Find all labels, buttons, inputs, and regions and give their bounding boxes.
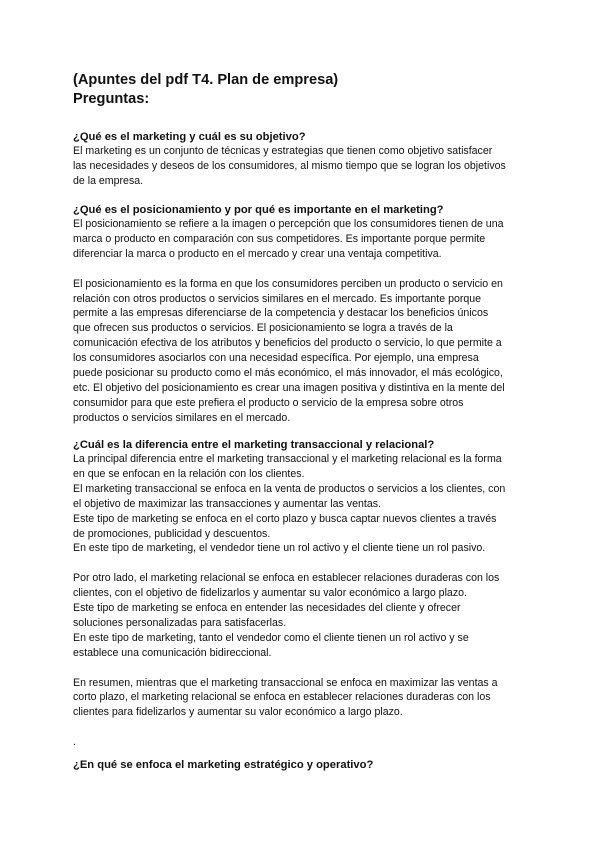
text-line: puede posicionar su producto como el más económico, el más innovador, el más ecológico,: [73, 367, 503, 380]
text-line: los consumidores asociarlos con una necesidad específica. Por ejemplo, una empresa: [73, 352, 479, 365]
section-posicionamiento: [73, 203, 533, 426]
section-marketing-objetivo: [73, 130, 533, 189]
text-line: consumidor para que este prefiera el producto o servicio de la empresa sobre otros: [73, 396, 464, 409]
text-line: que ofrecen sus productos o servicios. El posicionamiento se logra a través de la: [73, 322, 453, 335]
paragraph: [73, 735, 533, 750]
text-line: El marketing es un conjunto de técnicas y estrategias que tienen como objetivo satisfacer: [73, 145, 493, 157]
text-line: relación con otros productos o servicios similares en el mercado. Es importante porque: [73, 292, 482, 305]
text-line: etc. El objetivo del posicionamiento es crear una imagen positiva y distintiva en la mente del: [73, 381, 505, 394]
text-line: clientes para fidelizarlos y aumentar su valor económico a largo plazo.: [73, 706, 403, 719]
text-line: En este tipo de marketing, tanto el vendedor como el cliente tienen un rol activo y se: [73, 631, 469, 644]
text-line: clientes, con el objetivo de fidelizarlos y aumentar su valor económico a largo plazo.: [73, 587, 467, 600]
text-line: Este tipo de marketing se enfoca en entender las necesidades del cliente y ofrecer: [73, 602, 461, 615]
paragraph: [73, 144, 533, 189]
text-line: El marketing transaccional se enfoca en la venta de productos o servicios a los clientes, con: [73, 482, 506, 495]
text-line: diferenciar la marca o producto en el mercado y crear una ventaja competitiva.: [73, 247, 442, 260]
question-heading: ¿En qué se enfoca el marketing estratégico y operativo?: [73, 759, 374, 771]
text-line: permite a las empresas diferenciarse de la competencia y destacar los beneficios únicos: [73, 307, 489, 320]
text-line: en que se enfocan en la relación con los clientes.: [73, 467, 305, 480]
question-heading: ¿Qué es el marketing y cuál es su objetivo?: [73, 131, 306, 143]
text-line: comunicación efectiva de los atributos y beneficios del producto o servicio, lo que permite a: [73, 337, 502, 350]
text-line: marca o producto en comparación con sus competidores. Es importante porque permite: [73, 232, 486, 245]
paragraph: [73, 452, 533, 556]
paragraph: [73, 217, 533, 262]
text-line: corto plazo, el marketing relacional se enfoca en establecer relaciones duraderas con los: [73, 691, 491, 704]
document-title: [73, 71, 338, 109]
section-transaccional-relacional: [73, 438, 533, 750]
text-line: El posicionamiento es la forma en que los consumidores perciben un producto o servicio en: [73, 277, 503, 290]
title-line-1: (Apuntes del pdf T4. Plan de empresa): [73, 72, 339, 88]
paragraph: [73, 571, 533, 660]
text-line: soluciones personalizadas para satisfacerlas.: [73, 616, 287, 629]
text-line: Este tipo de marketing se enfoca en el corto plazo y busca captar nuevos clientes a través: [73, 512, 497, 525]
paragraph: [73, 277, 533, 426]
section-estrategico-operativo: [73, 758, 533, 772]
text-line: El posicionamiento se refiere a la imagen o percepción que los consumidores tienen de una: [73, 218, 504, 230]
paragraph: [73, 676, 533, 721]
text-line: el objetivo de maximizar las transacciones y aumentar las ventas.: [73, 497, 381, 510]
text-line: de la empresa.: [73, 174, 144, 187]
text-line: de promociones, publicidad y descuentos.: [73, 527, 271, 540]
question-heading: ¿Cuál es la diferencia entre el marketing transaccional y relacional?: [73, 439, 435, 451]
text-line: La principal diferencia entre el marketing transaccional y el marketing relacional es la forma: [73, 453, 502, 465]
text-line: .: [73, 736, 76, 749]
text-line: establece una comunicación bidireccional.: [73, 646, 272, 659]
text-line: En este tipo de marketing, el vendedor tiene un rol activo y el cliente tiene un rol pasivo.: [73, 542, 486, 555]
title-line-2: Preguntas:: [73, 91, 150, 107]
question-heading: ¿Qué es el posicionamiento y por qué es importante en el marketing?: [73, 204, 444, 216]
text-line: las necesidades y deseos de los consumidores, al mismo tiempo que se logran los objetivos: [73, 159, 506, 172]
text-line: productos o servicios similares en el mercado.: [73, 411, 291, 424]
text-line: Por otro lado, el marketing relacional se enfoca en establecer relaciones duraderas con los: [73, 572, 500, 585]
text-line: En resumen, mientras que el marketing transaccional se enfoca en maximizar las ventas a: [73, 676, 498, 689]
